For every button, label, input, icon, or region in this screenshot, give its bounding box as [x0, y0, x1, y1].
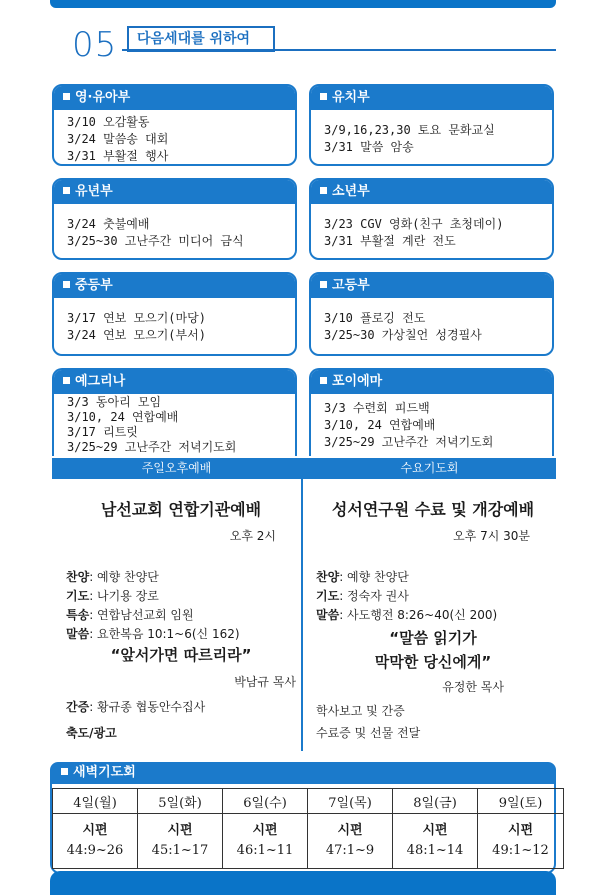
scripture-cell [138, 814, 223, 869]
card-line: 3/31 부활절 행사 [67, 149, 169, 163]
program-label: 축도/광고 [66, 726, 117, 740]
dawn-prayer-header [50, 762, 556, 784]
scripture-book: 시편 [337, 823, 363, 838]
sunday-service-title: 남선교회 연합기관예배 [100, 500, 262, 519]
scripture-book: 시편 [167, 823, 193, 838]
section-title: 다음세대를 위하여 [137, 31, 251, 47]
scripture-book: 시편 [82, 823, 108, 838]
card-title: 영·유아부 [75, 90, 131, 105]
card-title: 중등부 [75, 278, 113, 293]
program-row [66, 568, 296, 587]
card-elementary-high [309, 178, 554, 260]
card-line: 3/31 부활절 계란 전도 [324, 234, 456, 248]
column-divider [301, 458, 303, 751]
wednesday-service-header: 수요기도회 [303, 458, 556, 479]
card-line: 3/9,16,23,30 토요 문화교실 [324, 123, 495, 137]
card-title: 소년부 [332, 184, 370, 199]
square-bullet-icon [63, 377, 70, 384]
card-high [309, 272, 554, 356]
program-label: 특송 [66, 608, 90, 622]
card-header [311, 370, 552, 394]
card-header [54, 274, 295, 298]
sunday-service [66, 480, 296, 743]
sermon-title-line2: 막막한 당신에게” [374, 653, 492, 671]
card-line: 3/10 오감활동 [67, 115, 150, 129]
bottom-decor-bar [50, 871, 556, 895]
card-line: 3/17 리트릿 [67, 425, 138, 439]
program-row [316, 606, 550, 625]
program-label: 간증 [66, 700, 90, 714]
scripture-cell [53, 814, 138, 869]
card-line: 3/31 말씀 암송 [324, 140, 414, 154]
square-bullet-icon [63, 187, 70, 194]
scripture-cell [478, 814, 564, 869]
program-row [66, 698, 296, 724]
program-label: 찬양 [316, 570, 340, 584]
program-label: 말씀 [66, 627, 90, 641]
preacher: 유정한 목사 [442, 680, 504, 694]
card-title: 고등부 [332, 278, 370, 293]
scripture-cell [308, 814, 393, 869]
scripture-verse: 44:9~26 [66, 843, 124, 858]
scripture-verse: 49:1~12 [492, 843, 549, 858]
card-header [54, 370, 295, 394]
card-title: 포이에마 [332, 374, 383, 389]
dawn-prayer-table [52, 788, 564, 869]
scripture-book: 시편 [422, 823, 448, 838]
card-header [311, 180, 552, 204]
program-row: 수료증 및 선물 전달 [316, 726, 421, 740]
program-value: : 연합남선교회 임원 [89, 608, 194, 622]
wednesday-service-title: 성서연구원 수료 및 개강예배 [331, 500, 535, 519]
scripture-verse: 48:1~14 [406, 843, 464, 858]
card-header [54, 180, 295, 204]
program-value: : 요한복음 10:1~6(신 162) [89, 627, 240, 641]
section-number: 05 [72, 25, 118, 65]
program-label: 기도 [316, 589, 340, 603]
dawn-prayer-title: 새벽기도회 [73, 765, 136, 780]
card-line: 3/25~29 고난주간 저녁기도회 [67, 440, 237, 454]
square-bullet-icon [63, 93, 70, 100]
square-bullet-icon [320, 187, 327, 194]
wednesday-service [316, 480, 550, 743]
program-value: : 나기용 장로 [89, 589, 159, 603]
square-bullet-icon [320, 377, 327, 384]
day-cell: 8일(금) [393, 789, 478, 814]
scripture-verse: 46:1~11 [236, 843, 294, 858]
card-line: 3/24 말씀송 대회 [67, 132, 169, 146]
card-header [311, 86, 552, 110]
sermon-title-line1: “말씀 읽기가 [389, 629, 477, 647]
scripture-book: 시편 [252, 823, 278, 838]
card-kinder [309, 84, 554, 166]
card-title: 유년부 [75, 184, 113, 199]
wednesday-service-time: 오후 7시 30분 [453, 529, 530, 543]
card-line: 3/10 플로깅 전도 [324, 311, 426, 325]
program-row [316, 568, 550, 587]
card-line: 3/10, 24 연합예배 [67, 410, 179, 424]
card-line: 3/24 춧불예배 [67, 217, 150, 231]
card-middle [52, 272, 297, 356]
card-line: 3/10, 24 연합예배 [324, 418, 436, 432]
card-line: 3/3 동아리 모임 [67, 395, 162, 409]
program-label: 기도 [66, 589, 90, 603]
card-line: 3/24 연보 모으기(부서) [67, 328, 206, 342]
card-line: 3/25~29 고난주간 저녁기도회 [324, 435, 494, 449]
card-line: 3/17 연보 모으기(마당) [67, 311, 206, 325]
square-bullet-icon [320, 281, 327, 288]
program-row [66, 625, 296, 644]
square-bullet-icon [61, 768, 68, 775]
program-row [66, 606, 296, 625]
card-infant [52, 84, 297, 166]
sermon-title: “앞서가면 따르리라” [110, 646, 252, 664]
square-bullet-icon [63, 281, 70, 288]
card-line: 3/25~30 가상칠언 성경필사 [324, 328, 482, 342]
program-value: : 정숙자 권사 [339, 589, 409, 603]
scripture-cell [223, 814, 308, 869]
preacher: 박남규 목사 [234, 675, 296, 689]
program-label: 찬양 [66, 570, 90, 584]
scripture-book: 시편 [507, 823, 534, 838]
square-bullet-icon [320, 93, 327, 100]
program-row: 학사보고 및 간증 [316, 704, 405, 718]
program-value: : 사도행전 8:26~40(신 200) [339, 608, 498, 622]
card-header [54, 86, 295, 110]
program-value: : 황규종 협동안수집사 [89, 700, 206, 714]
card-title: 예그리나 [75, 374, 126, 389]
program-row [66, 587, 296, 606]
card-poiema [309, 368, 554, 456]
card-line: 3/25~30 고난주간 미디어 금식 [67, 234, 244, 248]
card-line: 3/23 CGV 영화(친구 초청데이) [324, 217, 504, 231]
card-yegrina [52, 368, 297, 456]
sunday-service-header: 주일오후예배 [52, 458, 301, 479]
top-decor-bar [50, 0, 556, 8]
program-value: : 예향 찬양단 [89, 570, 159, 584]
scripture-verse: 47:1~9 [325, 843, 375, 858]
card-line: 3/3 수련회 피드백 [324, 401, 430, 415]
program-label: 말씀 [316, 608, 340, 622]
scripture-verse: 45:1~17 [151, 843, 209, 858]
card-title: 유치부 [332, 90, 370, 105]
scripture-cell [393, 814, 478, 869]
program-row [316, 587, 550, 606]
program-row [66, 724, 296, 743]
card-elementary-low [52, 178, 297, 260]
section-underline [122, 49, 556, 51]
day-cell: 4일(월) [53, 789, 138, 814]
day-cell: 5일(화) [138, 789, 223, 814]
day-cell: 7일(목) [308, 789, 393, 814]
card-header [311, 274, 552, 298]
sunday-service-time: 오후 2시 [229, 529, 276, 543]
day-cell: 6일(수) [223, 789, 308, 814]
day-cell: 9일(토) [478, 789, 564, 814]
program-value: : 예향 찬양단 [339, 570, 409, 584]
